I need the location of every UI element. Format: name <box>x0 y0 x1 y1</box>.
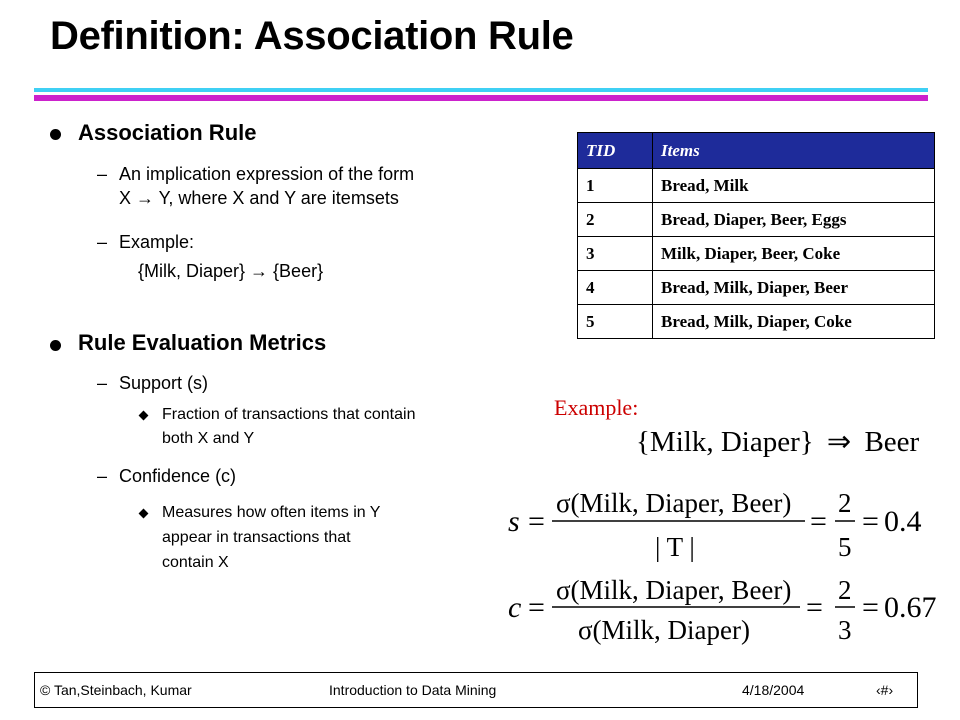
rule-rhs: Beer <box>864 426 920 458</box>
support-formula <box>500 484 940 564</box>
bullet-icon <box>50 129 61 140</box>
confidence-frac-den: 3 <box>838 615 852 645</box>
table-cell-items: Bread, Milk, Diaper, Coke <box>653 305 935 339</box>
title-underline-cyan <box>34 88 928 92</box>
support-eq: = <box>528 505 545 538</box>
table-cell-items: Bread, Milk, Diaper, Beer <box>653 271 935 305</box>
dash-icon: – <box>97 164 108 184</box>
table-cell-items: Bread, Diaper, Beer, Eggs <box>653 203 935 237</box>
section-heading-association-rule: Association Rule <box>78 120 257 145</box>
support-desc-line-1: Fraction of transactions that contain <box>162 406 416 423</box>
footer-copyright: © Tan,Steinbach, Kumar <box>40 682 192 698</box>
support-eq-2: = <box>810 505 827 538</box>
example-rule <box>636 424 919 459</box>
table-row <box>578 237 935 271</box>
confidence-denominator: σ(Milk, Diaper) <box>578 615 751 645</box>
definition-line-2: X → Y, where X and Y are itemsets <box>119 188 399 208</box>
support-frac-den: 5 <box>838 532 852 562</box>
dash-icon: – <box>97 232 108 252</box>
dash-icon: – <box>97 466 108 486</box>
footer-course-title: Introduction to Data Mining <box>329 682 497 698</box>
section-heading-metrics: Rule Evaluation Metrics <box>78 330 327 355</box>
table-cell-items: Bread, Milk <box>653 169 935 203</box>
diamond-bullet-icon <box>139 509 149 519</box>
table-row <box>578 169 935 203</box>
rule-implies-icon: ⇒ <box>826 426 852 458</box>
confidence-desc-line-3: contain X <box>162 554 229 571</box>
support-eq-3: = <box>862 505 879 538</box>
rule-lhs: {Milk, Diaper} <box>636 426 814 458</box>
slide-title: Definition: Association Rule <box>50 14 574 58</box>
table-header-items: Items <box>653 133 935 169</box>
confidence-eq-3: = <box>862 591 879 624</box>
confidence-label: Confidence (c) <box>119 466 237 486</box>
definition-line-1: An implication expression of the form <box>119 164 415 184</box>
confidence-desc-line-2: appear in transactions that <box>162 529 351 546</box>
support-var: s <box>508 505 520 538</box>
confidence-eq-2: = <box>806 591 823 624</box>
dash-icon: – <box>97 373 108 393</box>
confidence-eq: = <box>528 591 545 624</box>
table-header-tid: TID <box>578 133 653 169</box>
title-underline-magenta <box>34 95 928 101</box>
table-cell-tid: 5 <box>578 305 653 339</box>
confidence-var: c <box>508 591 522 624</box>
example-heading: Example: <box>554 395 639 420</box>
confidence-result: 0.67 <box>884 591 937 624</box>
transactions-table <box>577 132 935 339</box>
support-desc-line-2: both X and Y <box>162 430 255 447</box>
footer-date: 4/18/2004 <box>742 682 805 698</box>
footer-page-number: ‹#› <box>876 682 894 698</box>
example-label-line: Example: <box>119 232 195 252</box>
confidence-formula <box>500 571 940 651</box>
confidence-numerator: σ(Milk, Diaper, Beer) <box>556 575 792 605</box>
confidence-desc-line-1: Measures how often items in Y <box>162 504 381 521</box>
table-row <box>578 305 935 339</box>
diamond-bullet-icon <box>139 411 149 421</box>
table-cell-tid: 3 <box>578 237 653 271</box>
table-cell-tid: 1 <box>578 169 653 203</box>
support-frac-num: 2 <box>838 488 852 518</box>
table-row <box>578 271 935 305</box>
support-label: Support (s) <box>119 373 209 393</box>
table-cell-tid: 2 <box>578 203 653 237</box>
support-result: 0.4 <box>884 505 922 538</box>
table-cell-items: Milk, Diaper, Beer, Coke <box>653 237 935 271</box>
example-rule-line: {Milk, Diaper} → {Beer} <box>138 261 324 281</box>
support-numerator: σ(Milk, Diaper, Beer) <box>556 488 792 518</box>
table-header-row <box>578 133 935 169</box>
support-denominator: | T | <box>655 532 695 562</box>
table-row <box>578 203 935 237</box>
table-cell-tid: 4 <box>578 271 653 305</box>
bullet-icon <box>50 340 61 351</box>
confidence-frac-num: 2 <box>838 575 852 605</box>
